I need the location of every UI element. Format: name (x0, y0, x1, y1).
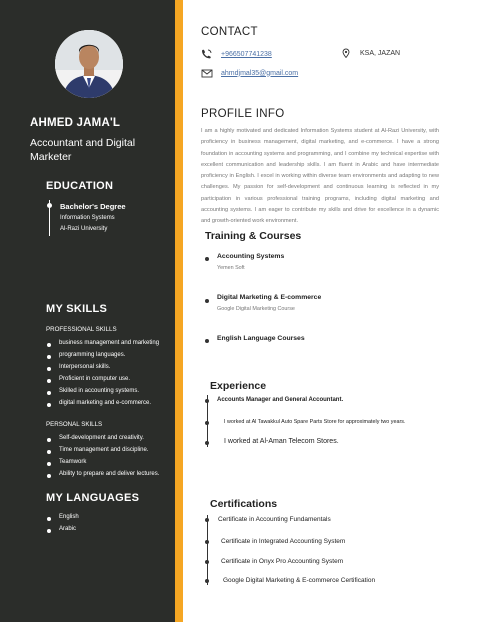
certification-item: Certificate in Onyx Pro Accounting System (221, 558, 344, 565)
phone-icon (201, 49, 213, 59)
list-item: Time management and discipline. (46, 447, 159, 459)
list-item: business management and marketing (46, 340, 159, 352)
profile-text: I am a highly motivated and dedicated Information Systems student at Al-Razi University, with proficiency in business management, digital marketing, and e-commerce. I have a strong foundation in accounting systems and programming, and I combine my technical expertise with excellent communication and leadership skills. I am fluent in Arabic and have intermediate proficiency in English. I excel in working within diverse team environments and adapting to new challenges. My passion for self-development and continuous learning is reflected in my participation in various professional training programs, including digital marketing and accounting systems. I am eager to contribute my skills and drive for excellence in a dynamic and growth-oriented work environment. (201, 128, 439, 225)
training-bullet (205, 257, 209, 261)
location-text: KSA, JAZAN (360, 49, 401, 57)
training-title: English Language Courses (217, 335, 305, 342)
contact-heading: CONTACT (201, 26, 258, 38)
experience-item: Accounts Manager and General Accountant. (217, 397, 344, 403)
certification-item: Google Digital Marketing & E-commerce Certification (223, 577, 376, 584)
sidebar (0, 0, 175, 622)
list-item: English (46, 514, 79, 526)
training-subtitle: Google Digital Marketing Course (217, 306, 295, 312)
contact-location (340, 48, 400, 58)
personal-skills-heading: PERSONAL SKILLS (46, 421, 103, 428)
phone-link[interactable]: +966507741238 (221, 50, 272, 58)
list-item: Self-development and creativity. (46, 435, 159, 447)
education-heading: EDUCATION (46, 180, 114, 192)
profile-photo (55, 30, 123, 98)
profile-heading: PROFILE INFO (201, 108, 285, 120)
education-field: Information Systems (60, 215, 115, 221)
professional-skills-list (46, 340, 159, 412)
education-bullet (47, 203, 52, 208)
languages-heading: MY LANGUAGES (46, 492, 140, 504)
list-item: Teamwork (46, 459, 159, 471)
certification-bullet (205, 560, 209, 564)
certification-bullet (205, 518, 209, 522)
certification-item: Certificate in Integrated Accounting System (221, 538, 346, 545)
experience-bullet (205, 441, 209, 445)
professional-skills-heading: PROFESSIONAL SKILLS (46, 326, 117, 333)
education-degree: Bachelor's Degree (60, 202, 126, 211)
training-title: Accounting Systems (217, 253, 285, 260)
list-item: digital marketing and e-commerce. (46, 400, 159, 412)
person-name: AHMED JAMA'L (30, 117, 121, 129)
certification-item: Certificate in Accounting Fundamentals (218, 516, 331, 523)
certification-bullet (205, 540, 209, 544)
education-school: Al-Razi University (60, 226, 108, 232)
training-bullet (205, 339, 209, 343)
training-bullet (205, 299, 209, 303)
person-role: Accountant and Digital Marketer (30, 137, 136, 163)
email-link[interactable]: ahmdjmal35@gmail.com (221, 69, 299, 77)
training-subtitle: Yemen Soft (217, 265, 245, 271)
skills-heading: MY SKILLS (46, 303, 108, 315)
location-pin-icon (340, 48, 352, 58)
experience-item: I worked at Al Tawakkul Auto Spare Parts Store for approximately two years. (224, 419, 406, 425)
list-item: Interpersonal skills. (46, 364, 159, 376)
list-item: Ability to prepare and deliver lectures. (46, 471, 159, 483)
training-heading: Training & Courses (205, 230, 302, 242)
experience-bullet (205, 421, 209, 425)
list-item: Skilled in accounting systems. (46, 388, 159, 400)
training-title: Digital Marketing & E-commerce (217, 294, 322, 301)
contact-phone (201, 49, 272, 59)
personal-skills-list (46, 435, 159, 483)
certifications-heading: Certifications (210, 498, 278, 510)
accent-stripe (175, 0, 183, 622)
list-item: Proficient in computer use. (46, 376, 159, 388)
list-item: programming languages. (46, 352, 159, 364)
experience-heading: Experience (210, 380, 267, 392)
contact-email (201, 68, 298, 78)
experience-item: I worked at Al-Aman Telecom Stores. (224, 438, 339, 445)
languages-list (46, 514, 79, 538)
email-icon (201, 68, 213, 78)
certifications-timeline (207, 515, 208, 585)
certification-bullet (205, 579, 209, 583)
experience-bullet (205, 399, 209, 403)
list-item: Arabic (46, 526, 79, 538)
